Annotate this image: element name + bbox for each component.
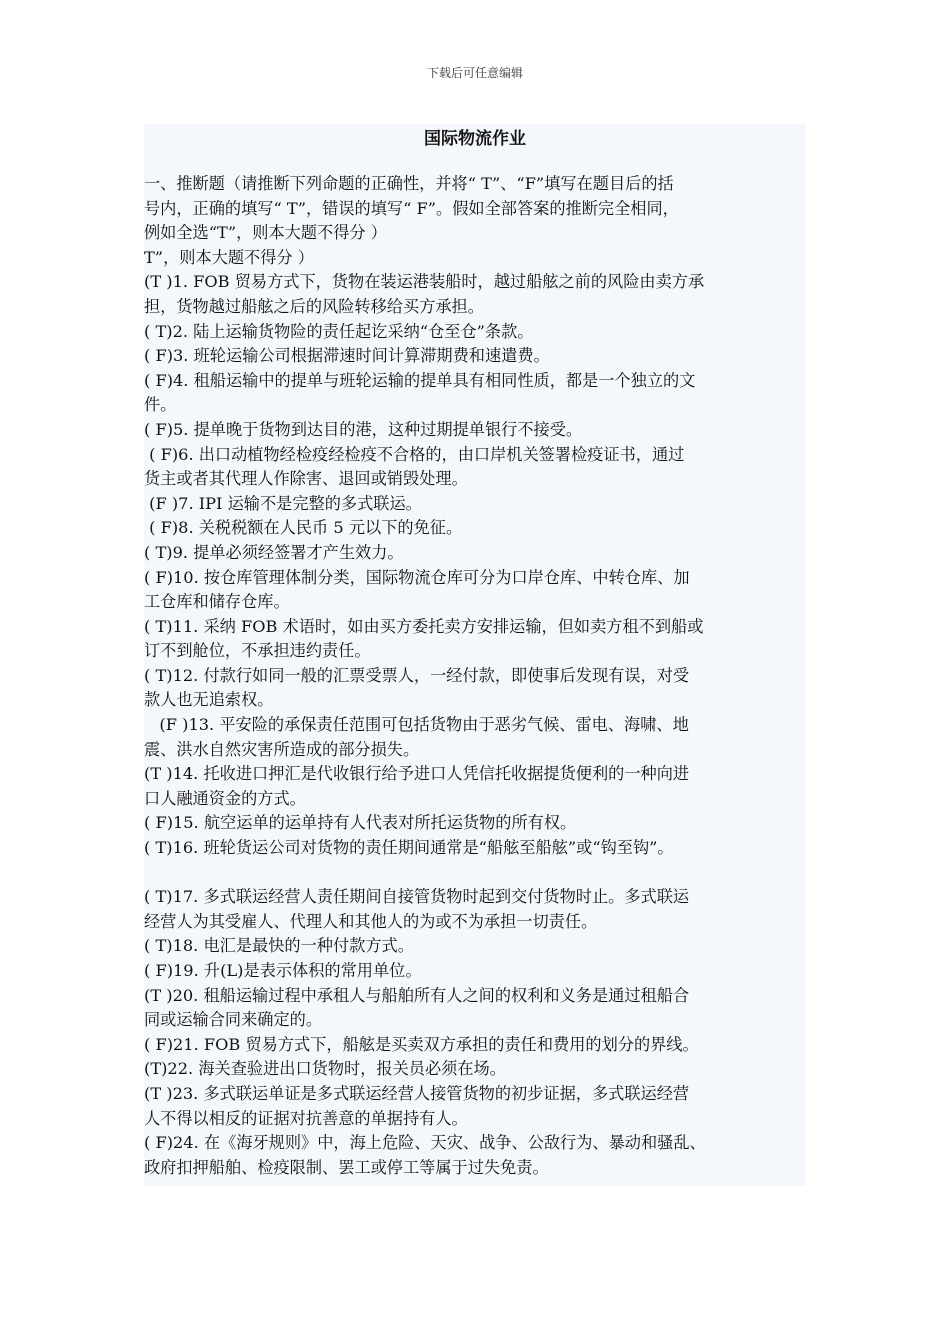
text-line: 款人也无追索权。 (144, 690, 274, 710)
question-list (144, 172, 806, 1180)
text-line: ( F)21. FOB 贸易方式下，船舷是买卖双方承担的责任和费用的划分的界线。 (144, 1034, 699, 1054)
text-line: (T )20. 租船运输过程中承租人与船舶所有人之间的权利和义务是通过租船合 (144, 985, 690, 1005)
download-watermark: 下载后可任意编辑 (426, 66, 523, 80)
text-line: 件。 (144, 395, 177, 415)
text-line: (T )14. 托收进口押汇是代收银行给予进口人凭信托收据提货便利的一种向进 (144, 764, 690, 784)
text-line: ( F)3. 班轮运输公司根据滞速时间计算滞期费和速遣费。 (144, 346, 550, 366)
text-line: ( F)8. 关税税额在人民币 5 元以下的免征。 (144, 518, 463, 538)
text-line: ( F)10. 按仓库管理体制分类，国际物流仓库可分为口岸仓库、中转仓库、加 (144, 567, 690, 587)
text-line: ( T)18. 电汇是最快的一种付款方式。 (144, 936, 414, 956)
text-line: 震、洪水自然灾害所造成的部分损失。 (144, 739, 420, 759)
text-line: 号内，正确的填写“ T”，错误的填写“ F”。假如全部答案的推断完全相同， (144, 198, 679, 218)
text-line: ( F)6. 出口动植物经检疫经检疫不合格的，由口岸机关签署检疫证书，通过 (144, 444, 685, 464)
text-line: ( F)15. 航空运单的运单持有人代表对所托运货物的所有权。 (144, 813, 577, 833)
text-line: 一、推断题（请推断下列命题的正确性，并将“ T”、“F”填写在题目后的括 (144, 174, 674, 193)
text-line: 口人融通资金的方式。 (144, 788, 306, 808)
text-line: T”，则本大题不得分 ） (144, 247, 314, 267)
text-line: 货主或者其代理人作除害、退回或销毁处理。 (144, 469, 468, 489)
text-line: ( F)24. 在《海牙规则》中，海上危险、天灾、战争、公敌行为、暴动和骚乱、 (144, 1133, 706, 1153)
text-line: (T)22. 海关查验进出口货物时，报关员必须在场。 (144, 1059, 506, 1079)
text-line: 例如全选“T”，则本大题不得分 ） (144, 223, 387, 243)
text-line: 担，货物越过船舷之后的风险转移给买方承担。 (144, 296, 484, 316)
text-line: 人不得以相反的证据对抗善意的单据持有人。 (144, 1108, 468, 1128)
text-line: (F )13. 平安险的承保责任范围可包括货物由于恶劣气候、雷电、海啸、地 (144, 715, 689, 735)
text-line (144, 861, 806, 886)
text-line: ( T)11. 采纳 FOB 术语时，如由买方委托卖方安排运输，但如卖方租不到船或 (144, 616, 704, 636)
text-line: 经营人为其受雇人、代理人和其他人的为或不为承担一切责任。 (144, 911, 598, 931)
text-line: ( F)5. 提单晚于货物到达目的港，这种过期提单银行不接受。 (144, 419, 583, 439)
text-line: ( T)2. 陆上运输货物险的责任起讫采纳“仓至仓”条款。 (144, 321, 534, 341)
text-line: ( T)17. 多式联运经营人责任期间自接管货物时起到交付货物时止。多式联运 (144, 887, 690, 907)
text-line: ( F)4. 租船运输中的提单与班轮运输的提单具有相同性质，都是一个独立的文 (144, 370, 696, 390)
text-line: ( T)16. 班轮货运公司对货物的责任期间通常是“船舷至船舷”或“钩至钩”。 (144, 838, 674, 858)
text-line: (T )1. FOB 贸易方式下，货物在装运港装船时，越过船舷之前的风险由卖方承 (144, 272, 705, 292)
text-line: (F )7. IPI 运输不是完整的多式联运。 (144, 493, 422, 513)
text-line: 订不到舱位，不承担违约责任。 (144, 641, 371, 661)
text-line: 工仓库和储存仓库。 (144, 592, 290, 612)
document-body (144, 124, 806, 1186)
text-line: 政府扣押船舶、检疫限制、罢工或停工等属于过失免责。 (144, 1157, 549, 1177)
text-line: (T )23. 多式联运单证是多式联运经营人接管货物的初步证据，多式联运经营 (144, 1083, 690, 1103)
text-line: ( T)12. 付款行如同一般的汇票受票人，一经付款，即使事后发现有误，对受 (144, 665, 690, 685)
text-line: ( T)9. 提单必须经签署才产生效力。 (144, 542, 404, 562)
document-title: 国际物流作业 (424, 129, 526, 149)
text-line: ( F)19. 升(L)是表示体积的常用单位。 (144, 961, 422, 980)
text-line: 同或运输合同来确定的。 (144, 1010, 323, 1030)
